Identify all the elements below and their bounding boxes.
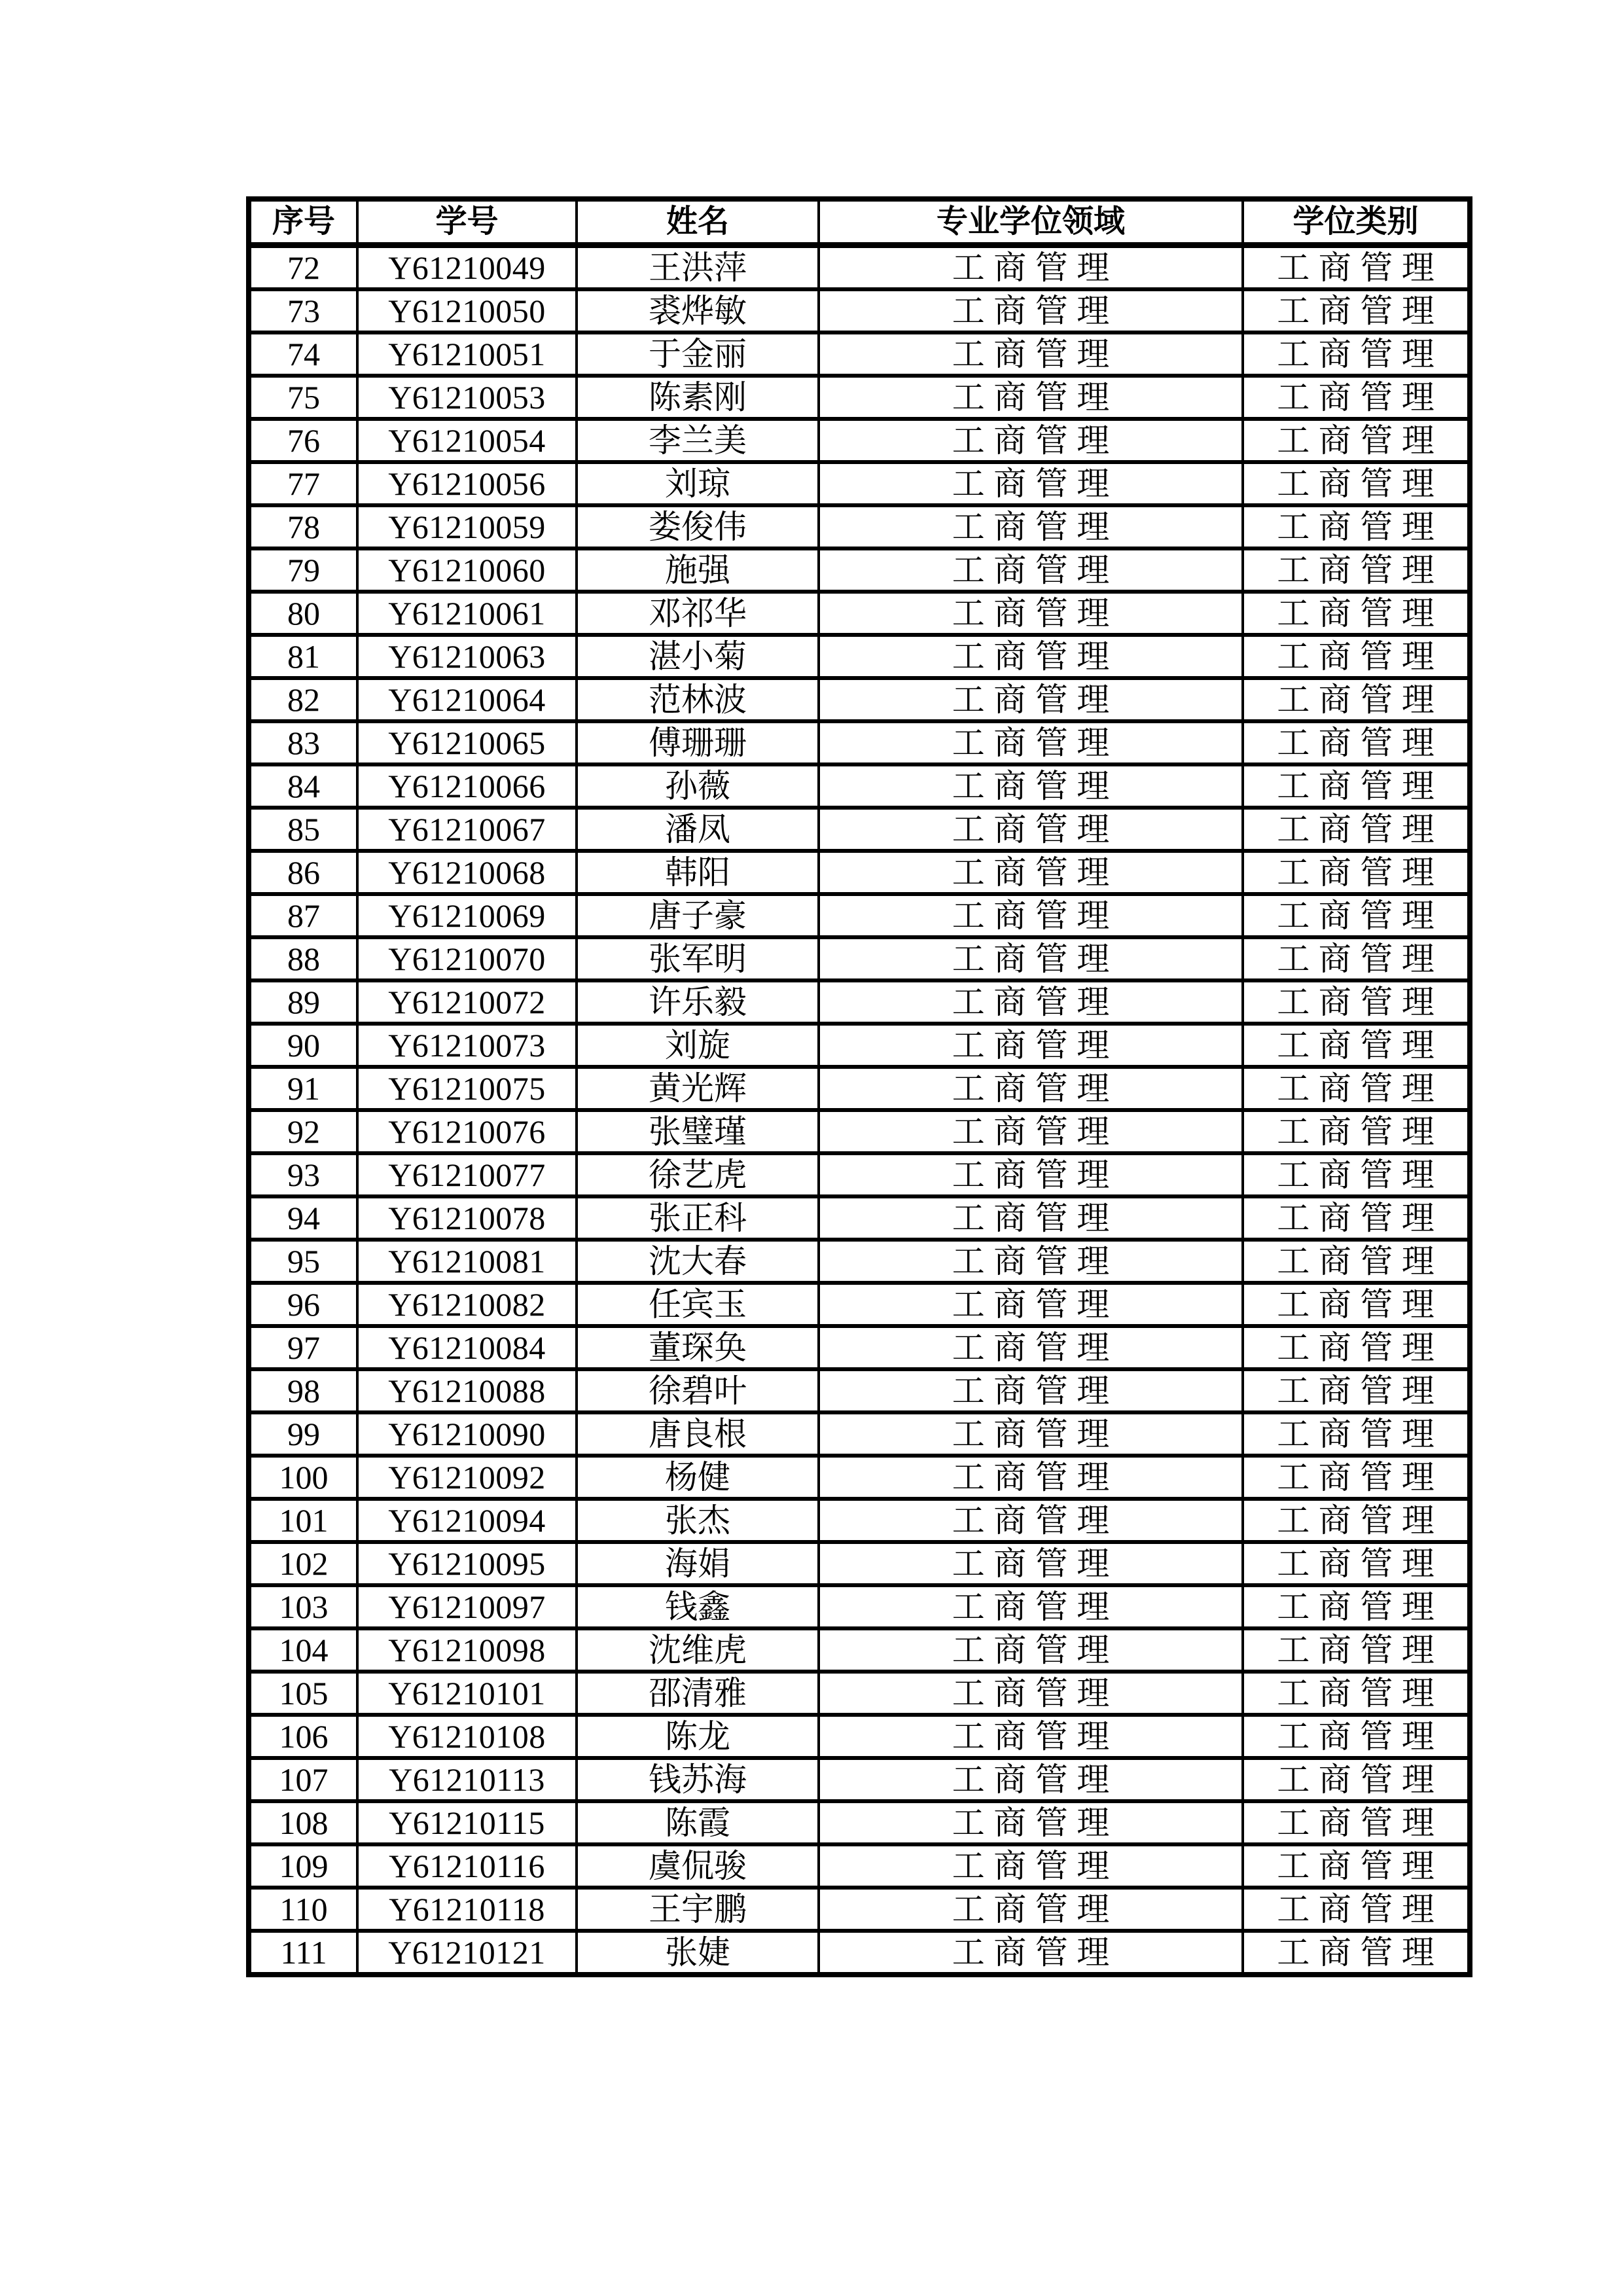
table-row [249,1715,1470,1758]
table-row [249,592,1470,635]
student-id-cell: Y61210065 [357,721,577,764]
degree-category-cell: 工商管理 [1243,1110,1470,1153]
student-id-cell: Y61210115 [357,1801,577,1844]
degree-category-cell: 工商管理 [1243,1628,1470,1672]
degree-field-cell: 工商管理 [819,1153,1243,1196]
seq-cell: 92 [249,1110,357,1153]
degree-field-cell: 工商管理 [819,721,1243,764]
table-row [249,894,1470,937]
name-cell: 陈霞 [577,1801,819,1844]
name-cell: 张军明 [577,937,819,980]
degree-category-cell: 工商管理 [1243,1369,1470,1412]
degree-category-cell: 工商管理 [1243,1499,1470,1542]
degree-field-cell: 工商管理 [819,1024,1243,1067]
table-row [249,1931,1470,1975]
seq-cell: 94 [249,1196,357,1240]
degree-category-cell: 工商管理 [1243,1758,1470,1801]
degree-category-cell: 工商管理 [1243,1715,1470,1758]
degree-category-cell: 工商管理 [1243,894,1470,937]
seq-cell: 101 [249,1499,357,1542]
name-cell: 徐艺虎 [577,1153,819,1196]
table-row [249,1412,1470,1456]
degree-category-cell: 工商管理 [1243,721,1470,764]
student-id-cell: Y61210108 [357,1715,577,1758]
student-id-cell: Y61210056 [357,462,577,505]
seq-cell: 83 [249,721,357,764]
degree-field-cell: 工商管理 [819,1585,1243,1628]
seq-cell: 99 [249,1412,357,1456]
table-row [249,1672,1470,1715]
name-cell: 徐碧叶 [577,1369,819,1412]
seq-cell: 80 [249,592,357,635]
name-cell: 邓祁华 [577,592,819,635]
degree-field-cell: 工商管理 [819,1672,1243,1715]
table-row [249,1196,1470,1240]
seq-cell: 81 [249,635,357,678]
degree-field-cell: 工商管理 [819,1542,1243,1585]
degree-category-cell: 工商管理 [1243,1153,1470,1196]
name-cell: 刘旋 [577,1024,819,1067]
degree-field-cell: 工商管理 [819,1326,1243,1369]
student-id-cell: Y61210095 [357,1542,577,1585]
name-cell: 陈龙 [577,1715,819,1758]
degree-category-cell: 工商管理 [1243,1672,1470,1715]
table-header [249,199,1470,245]
table-row [249,1283,1470,1326]
degree-category-cell: 工商管理 [1243,1283,1470,1326]
degree-category-cell: 工商管理 [1243,678,1470,721]
table-row [249,808,1470,851]
degree-field-cell: 工商管理 [819,635,1243,678]
name-cell: 任宾玉 [577,1283,819,1326]
seq-cell: 86 [249,851,357,894]
seq-cell: 103 [249,1585,357,1628]
degree-field-cell: 工商管理 [819,1283,1243,1326]
degree-field-cell: 工商管理 [819,419,1243,462]
table-row [249,1758,1470,1801]
degree-category-cell: 工商管理 [1243,505,1470,548]
name-cell: 张正科 [577,1196,819,1240]
degree-category-cell: 工商管理 [1243,592,1470,635]
table-row [249,1240,1470,1283]
table-row [249,937,1470,980]
degree-field-cell: 工商管理 [819,808,1243,851]
degree-category-cell: 工商管理 [1243,808,1470,851]
table-row [249,1542,1470,1585]
table-row [249,548,1470,592]
degree-field-cell: 工商管理 [819,1628,1243,1672]
table-row [249,851,1470,894]
degree-category-cell: 工商管理 [1243,1456,1470,1499]
name-cell: 邵清雅 [577,1672,819,1715]
degree-field-cell: 工商管理 [819,1196,1243,1240]
degree-category-cell: 工商管理 [1243,462,1470,505]
degree-category-cell: 工商管理 [1243,1196,1470,1240]
name-cell: 沈大春 [577,1240,819,1283]
degree-category-cell: 工商管理 [1243,376,1470,419]
degree-category-cell: 工商管理 [1243,1542,1470,1585]
degree-field-cell: 工商管理 [819,1412,1243,1456]
degree-category-cell: 工商管理 [1243,1412,1470,1456]
student-id-cell: Y61210070 [357,937,577,980]
degree-field-cell: 工商管理 [819,1110,1243,1153]
student-id-cell: Y61210073 [357,1024,577,1067]
table-row [249,1369,1470,1412]
degree-field-cell: 工商管理 [819,678,1243,721]
student-id-cell: Y61210097 [357,1585,577,1628]
seq-cell: 78 [249,505,357,548]
seq-cell: 107 [249,1758,357,1801]
name-cell: 陈素刚 [577,376,819,419]
degree-category-cell: 工商管理 [1243,1801,1470,1844]
student-id-cell: Y61210066 [357,764,577,808]
header-seq: 序号 [249,199,357,245]
student-id-cell: Y61210113 [357,1758,577,1801]
seq-cell: 76 [249,419,357,462]
student-id-cell: Y61210061 [357,592,577,635]
name-cell: 黄光辉 [577,1067,819,1110]
seq-cell: 84 [249,764,357,808]
table-row [249,245,1470,290]
student-id-cell: Y61210084 [357,1326,577,1369]
student-id-cell: Y61210088 [357,1369,577,1412]
seq-cell: 77 [249,462,357,505]
name-cell: 王洪萍 [577,245,819,290]
table-row [249,1844,1470,1888]
degree-field-cell: 工商管理 [819,764,1243,808]
seq-cell: 97 [249,1326,357,1369]
table-row [249,635,1470,678]
degree-field-cell: 工商管理 [819,1369,1243,1412]
table-row [249,678,1470,721]
seq-cell: 91 [249,1067,357,1110]
table-row [249,1067,1470,1110]
degree-category-cell: 工商管理 [1243,635,1470,678]
table-row [249,980,1470,1024]
header-student-id: 学号 [357,199,577,245]
degree-field-cell: 工商管理 [819,980,1243,1024]
degree-field-cell: 工商管理 [819,1456,1243,1499]
seq-cell: 72 [249,245,357,290]
seq-cell: 88 [249,937,357,980]
table-row [249,419,1470,462]
table-row [249,462,1470,505]
table-row [249,1024,1470,1067]
header-name: 姓名 [577,199,819,245]
degree-category-cell: 工商管理 [1243,1326,1470,1369]
header-degree-field: 专业学位领域 [819,199,1243,245]
name-cell: 潘凤 [577,808,819,851]
table-row [249,1801,1470,1844]
degree-field-cell: 工商管理 [819,937,1243,980]
student-id-cell: Y61210098 [357,1628,577,1672]
table-row [249,1628,1470,1672]
student-id-cell: Y61210101 [357,1672,577,1715]
degree-category-cell: 工商管理 [1243,980,1470,1024]
degree-category-cell: 工商管理 [1243,289,1470,332]
name-cell: 裘烨敏 [577,289,819,332]
name-cell: 孙薇 [577,764,819,808]
seq-cell: 102 [249,1542,357,1585]
name-cell: 张璧瑾 [577,1110,819,1153]
name-cell: 李兰美 [577,419,819,462]
degree-category-cell: 工商管理 [1243,332,1470,376]
student-id-cell: Y61210067 [357,808,577,851]
name-cell: 钱苏海 [577,1758,819,1801]
name-cell: 刘琼 [577,462,819,505]
table-body [249,245,1470,1975]
student-id-cell: Y61210072 [357,980,577,1024]
student-id-cell: Y61210081 [357,1240,577,1283]
degree-field-cell: 工商管理 [819,332,1243,376]
degree-field-cell: 工商管理 [819,505,1243,548]
table-row [249,1110,1470,1153]
name-cell: 杨健 [577,1456,819,1499]
seq-cell: 110 [249,1888,357,1931]
seq-cell: 96 [249,1283,357,1326]
header-degree-category: 学位类别 [1243,199,1470,245]
degree-field-cell: 工商管理 [819,1888,1243,1931]
student-id-cell: Y61210064 [357,678,577,721]
degree-field-cell: 工商管理 [819,592,1243,635]
table-row [249,1888,1470,1931]
student-id-cell: Y61210116 [357,1844,577,1888]
seq-cell: 74 [249,332,357,376]
student-id-cell: Y61210121 [357,1931,577,1975]
name-cell: 范林波 [577,678,819,721]
degree-field-cell: 工商管理 [819,851,1243,894]
degree-field-cell: 工商管理 [819,1931,1243,1975]
table-row [249,721,1470,764]
name-cell: 张婕 [577,1931,819,1975]
seq-cell: 75 [249,376,357,419]
name-cell: 施强 [577,548,819,592]
name-cell: 唐子豪 [577,894,819,937]
student-id-cell: Y61210059 [357,505,577,548]
student-id-cell: Y61210051 [357,332,577,376]
student-id-cell: Y61210068 [357,851,577,894]
seq-cell: 95 [249,1240,357,1283]
seq-cell: 90 [249,1024,357,1067]
name-cell: 沈维虎 [577,1628,819,1672]
degree-category-cell: 工商管理 [1243,548,1470,592]
seq-cell: 111 [249,1931,357,1975]
degree-category-cell: 工商管理 [1243,1585,1470,1628]
name-cell: 许乐毅 [577,980,819,1024]
table-row [249,332,1470,376]
student-id-cell: Y61210054 [357,419,577,462]
degree-category-cell: 工商管理 [1243,1888,1470,1931]
table-row [249,1585,1470,1628]
degree-category-cell: 工商管理 [1243,1024,1470,1067]
table-row [249,505,1470,548]
degree-category-cell: 工商管理 [1243,1844,1470,1888]
seq-cell: 108 [249,1801,357,1844]
student-id-cell: Y61210049 [357,245,577,290]
degree-category-cell: 工商管理 [1243,1931,1470,1975]
student-id-cell: Y61210069 [357,894,577,937]
name-cell: 于金丽 [577,332,819,376]
degree-category-cell: 工商管理 [1243,764,1470,808]
degree-field-cell: 工商管理 [819,894,1243,937]
name-cell: 湛小菊 [577,635,819,678]
seq-cell: 105 [249,1672,357,1715]
name-cell: 钱鑫 [577,1585,819,1628]
student-id-cell: Y61210075 [357,1067,577,1110]
name-cell: 傅珊珊 [577,721,819,764]
name-cell: 海娟 [577,1542,819,1585]
seq-cell: 106 [249,1715,357,1758]
seq-cell: 98 [249,1369,357,1412]
student-id-cell: Y61210090 [357,1412,577,1456]
degree-field-cell: 工商管理 [819,1715,1243,1758]
seq-cell: 87 [249,894,357,937]
table-row [249,1326,1470,1369]
seq-cell: 93 [249,1153,357,1196]
student-id-cell: Y61210094 [357,1499,577,1542]
seq-cell: 104 [249,1628,357,1672]
student-id-cell: Y61210078 [357,1196,577,1240]
degree-field-cell: 工商管理 [819,245,1243,290]
name-cell: 虞侃骏 [577,1844,819,1888]
table-row [249,1499,1470,1542]
seq-cell: 85 [249,808,357,851]
table-row [249,1456,1470,1499]
table-row [249,289,1470,332]
seq-cell: 82 [249,678,357,721]
table-row [249,764,1470,808]
degree-field-cell: 工商管理 [819,1067,1243,1110]
degree-category-cell: 工商管理 [1243,937,1470,980]
degree-category-cell: 工商管理 [1243,851,1470,894]
name-cell: 王宇鹏 [577,1888,819,1931]
table-row [249,376,1470,419]
student-id-cell: Y61210092 [357,1456,577,1499]
name-cell: 韩阳 [577,851,819,894]
student-id-cell: Y61210053 [357,376,577,419]
student-id-cell: Y61210082 [357,1283,577,1326]
degree-category-cell: 工商管理 [1243,245,1470,290]
degree-field-cell: 工商管理 [819,1844,1243,1888]
degree-field-cell: 工商管理 [819,1758,1243,1801]
degree-category-cell: 工商管理 [1243,1067,1470,1110]
degree-field-cell: 工商管理 [819,1240,1243,1283]
name-cell: 张杰 [577,1499,819,1542]
degree-field-cell: 工商管理 [819,462,1243,505]
table-row [249,1153,1470,1196]
student-id-cell: Y61210050 [357,289,577,332]
student-id-cell: Y61210063 [357,635,577,678]
student-id-cell: Y61210060 [357,548,577,592]
degree-field-cell: 工商管理 [819,376,1243,419]
seq-cell: 109 [249,1844,357,1888]
degree-field-cell: 工商管理 [819,1801,1243,1844]
student-id-cell: Y61210076 [357,1110,577,1153]
degree-field-cell: 工商管理 [819,548,1243,592]
student-id-cell: Y61210077 [357,1153,577,1196]
student-roster-table [246,196,1472,1977]
seq-cell: 73 [249,289,357,332]
name-cell: 娄俊伟 [577,505,819,548]
degree-field-cell: 工商管理 [819,289,1243,332]
seq-cell: 100 [249,1456,357,1499]
name-cell: 唐良根 [577,1412,819,1456]
name-cell: 董琛奂 [577,1326,819,1369]
student-id-cell: Y61210118 [357,1888,577,1931]
degree-category-cell: 工商管理 [1243,419,1470,462]
table-header-row [249,199,1470,245]
seq-cell: 79 [249,548,357,592]
degree-category-cell: 工商管理 [1243,1240,1470,1283]
degree-field-cell: 工商管理 [819,1499,1243,1542]
seq-cell: 89 [249,980,357,1024]
